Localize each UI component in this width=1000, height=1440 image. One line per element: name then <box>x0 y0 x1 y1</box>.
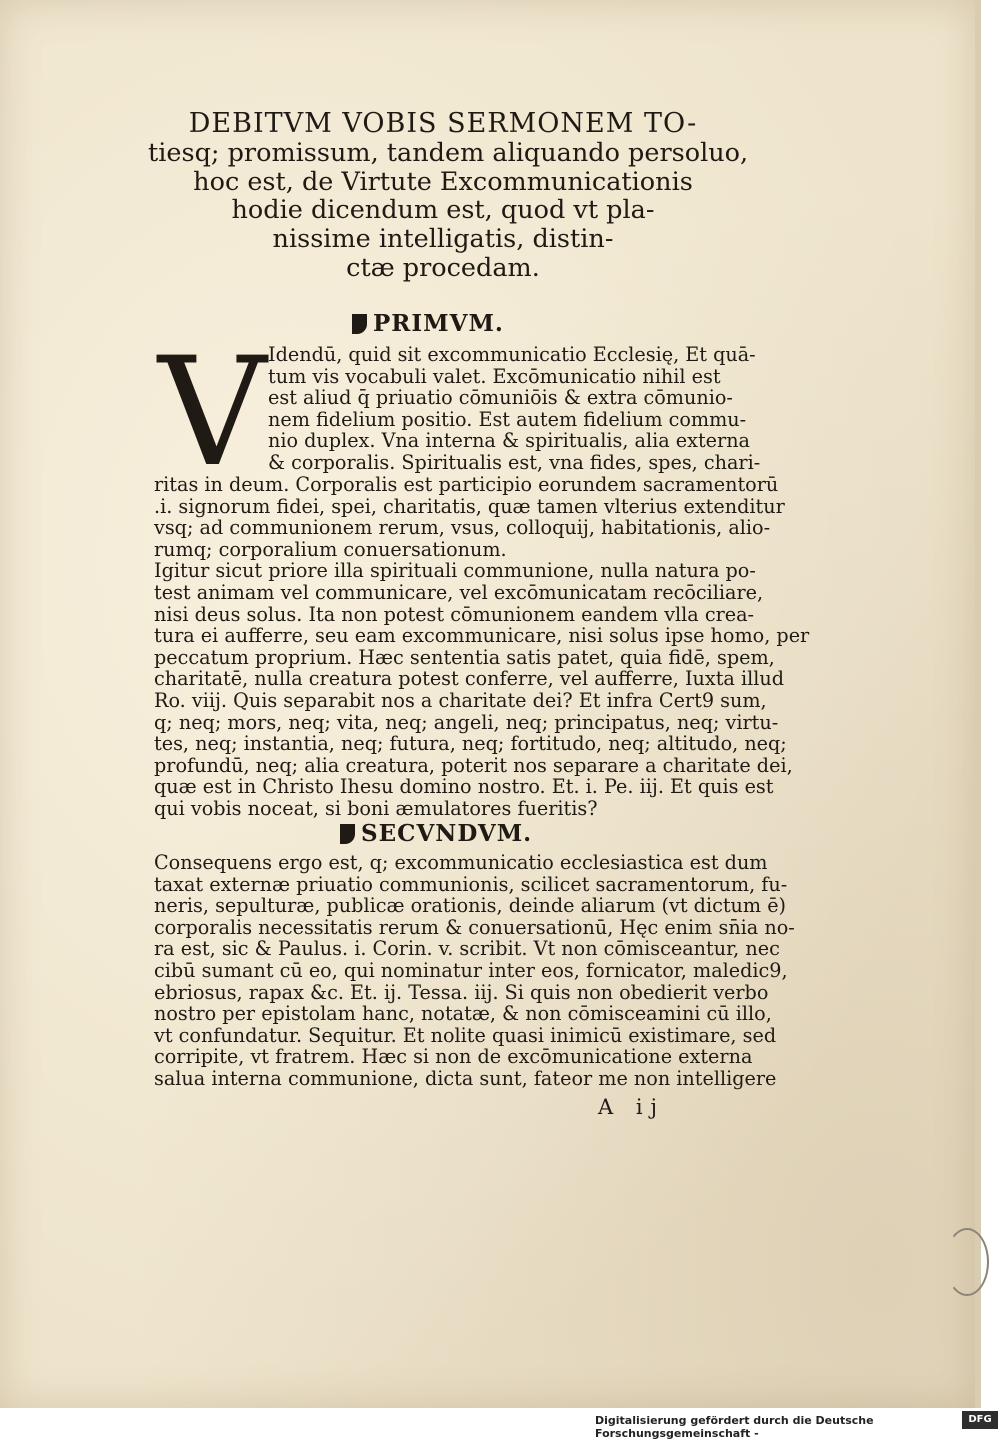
text-line: nostro per epistolam hanc, notatæ, & non cōmisceamini cū illo, <box>154 1002 772 1026</box>
title-line: hodie dicendum est, quod vt pla- <box>231 195 655 226</box>
text-line: peccatum proprium. Hæc sententia satis patet, quia fidē, spem, <box>154 645 775 669</box>
title-line: ctæ procedam. <box>346 252 540 283</box>
text-line: tes, neq; instantia, neq; futura, neq; fortitudo, neq; altitudo, neq; <box>154 732 787 756</box>
text-line: qui vobis noceat, si boni æmulatores fueritis? <box>154 796 598 820</box>
signature-mark: A ij <box>598 1095 666 1119</box>
page-clip-mark <box>945 1228 989 1296</box>
heading-text: SECVNDVM. <box>361 820 533 847</box>
text-line: charitatē, nulla creatura potest conferre, vel aufferre, Iuxta illud <box>154 667 785 691</box>
text-line: ritas in deum. Corporalis est participio eorundem sacramentorū <box>154 473 779 496</box>
text-line: cibū sumant cū eo, qui nominatur inter eos, fornicator, maledic9, <box>154 958 788 982</box>
section-heading-secundum <box>340 820 532 847</box>
section-heading-primum <box>352 310 504 337</box>
text-line: salua interna communione, dicta sunt, fateor me non intelligere <box>154 1066 777 1090</box>
title-line: hoc est, de Virtute Excommunicationis <box>193 166 693 197</box>
text-line: Idendū, quid sit excommunicatio Ecclesię, Et quā- <box>268 343 756 366</box>
text-line: Ro. viij. Quis separabit nos a charitate dei? Et infra Cert9 sum, <box>154 688 767 712</box>
paragraph-primum <box>154 474 809 820</box>
title-line: tiesq; promissum, tandem aliquando persoluo, <box>148 137 749 168</box>
paragraph-secundum <box>154 852 795 1090</box>
title-line: DEBITVM VOBIS SERMONEM TO- <box>188 108 698 139</box>
text-line: rumq; corporalium conuersationum. <box>154 537 507 561</box>
text-line: ra est, sic & Paulus. i. Corin. v. scribit. Vt non cōmisceantur, nec <box>154 937 780 961</box>
text-line: q; neq; mors, neq; vita, neq; angeli, neq; principatus, neq; virtu- <box>154 710 779 734</box>
text-line: test animam vel communicare, vel excōmunicatam recōciliare, <box>154 580 764 604</box>
text-line: profundū, neq; alia creatura, poterit nos separare a charitate dei, <box>154 753 793 777</box>
page-edge <box>975 0 981 1408</box>
text-line: Igitur sicut priore illa spirituali communione, nulla natura po- <box>154 559 756 583</box>
text-line: corripite, vt fratrem. Hæc si non de excōmunicatione externa <box>154 1045 753 1069</box>
text-line: Consequens ergo est, q; excommunicatio ecclesiastica est dum <box>154 851 768 874</box>
text-line: taxat externæ priuatio communionis, scilicet sacramentorum, fu- <box>154 872 788 896</box>
title-line: nissime intelligatis, distin- <box>272 224 614 255</box>
text-line: corporalis necessitatis rerum & conuersationū, Hęc enim sn̄ia no- <box>154 915 795 939</box>
text-line: est aliud q̄ priuatio cōmuniōis & extra cōmunio- <box>268 386 733 410</box>
text-line: .i. signorum fidei, spei, charitatis, quæ tamen vlterius extenditur <box>154 494 785 518</box>
text-line: tura ei aufferre, seu eam excommunicare, nisi solus ipse homo, per <box>154 624 810 648</box>
pilcrow-icon <box>340 824 355 844</box>
title-block <box>148 108 749 283</box>
text-line: quæ est in Christo Ihesu domino nostro. Et. i. Pe. iij. Et quis est <box>154 775 774 799</box>
pilcrow-icon <box>352 314 367 334</box>
heading-text: PRIMVM. <box>373 310 504 337</box>
text-line: vt confundatur. Sequitur. Et nolite quasi inimicū existimare, sed <box>154 1023 777 1047</box>
text-line: nisi deus solus. Ita non potest cōmunionem eandem vlla crea- <box>154 602 755 626</box>
paragraph-primum-indented <box>268 344 760 474</box>
text-line: tum vis vocabuli valet. Excōmunicatio nihil est <box>268 364 721 388</box>
text-line: vsq; ad communionem rerum, vsus, colloquij, habitationis, alio- <box>154 516 771 540</box>
text-line: ebriosus, rapax &c. Et. ij. Tessa. iij. Si quis non obedierit verbo <box>154 980 769 1004</box>
text-line: nem fidelium positio. Est autem fidelium commu- <box>268 407 747 431</box>
drop-cap: V <box>158 326 267 500</box>
text-line: & corporalis. Spiritualis est, vna fides, spes, chari- <box>268 450 761 474</box>
text-line: nio duplex. Vna interna & spiritualis, alia externa <box>268 429 751 453</box>
dfg-logo: DFG <box>962 1411 998 1429</box>
text-line: neris, sepulturæ, publicæ orationis, deinde aliarum (vt dictum ē) <box>154 894 787 918</box>
footer-credit: Digitalisierung gefördert durch die Deutsche Forschungsgemeinschaft - <box>595 1414 874 1440</box>
